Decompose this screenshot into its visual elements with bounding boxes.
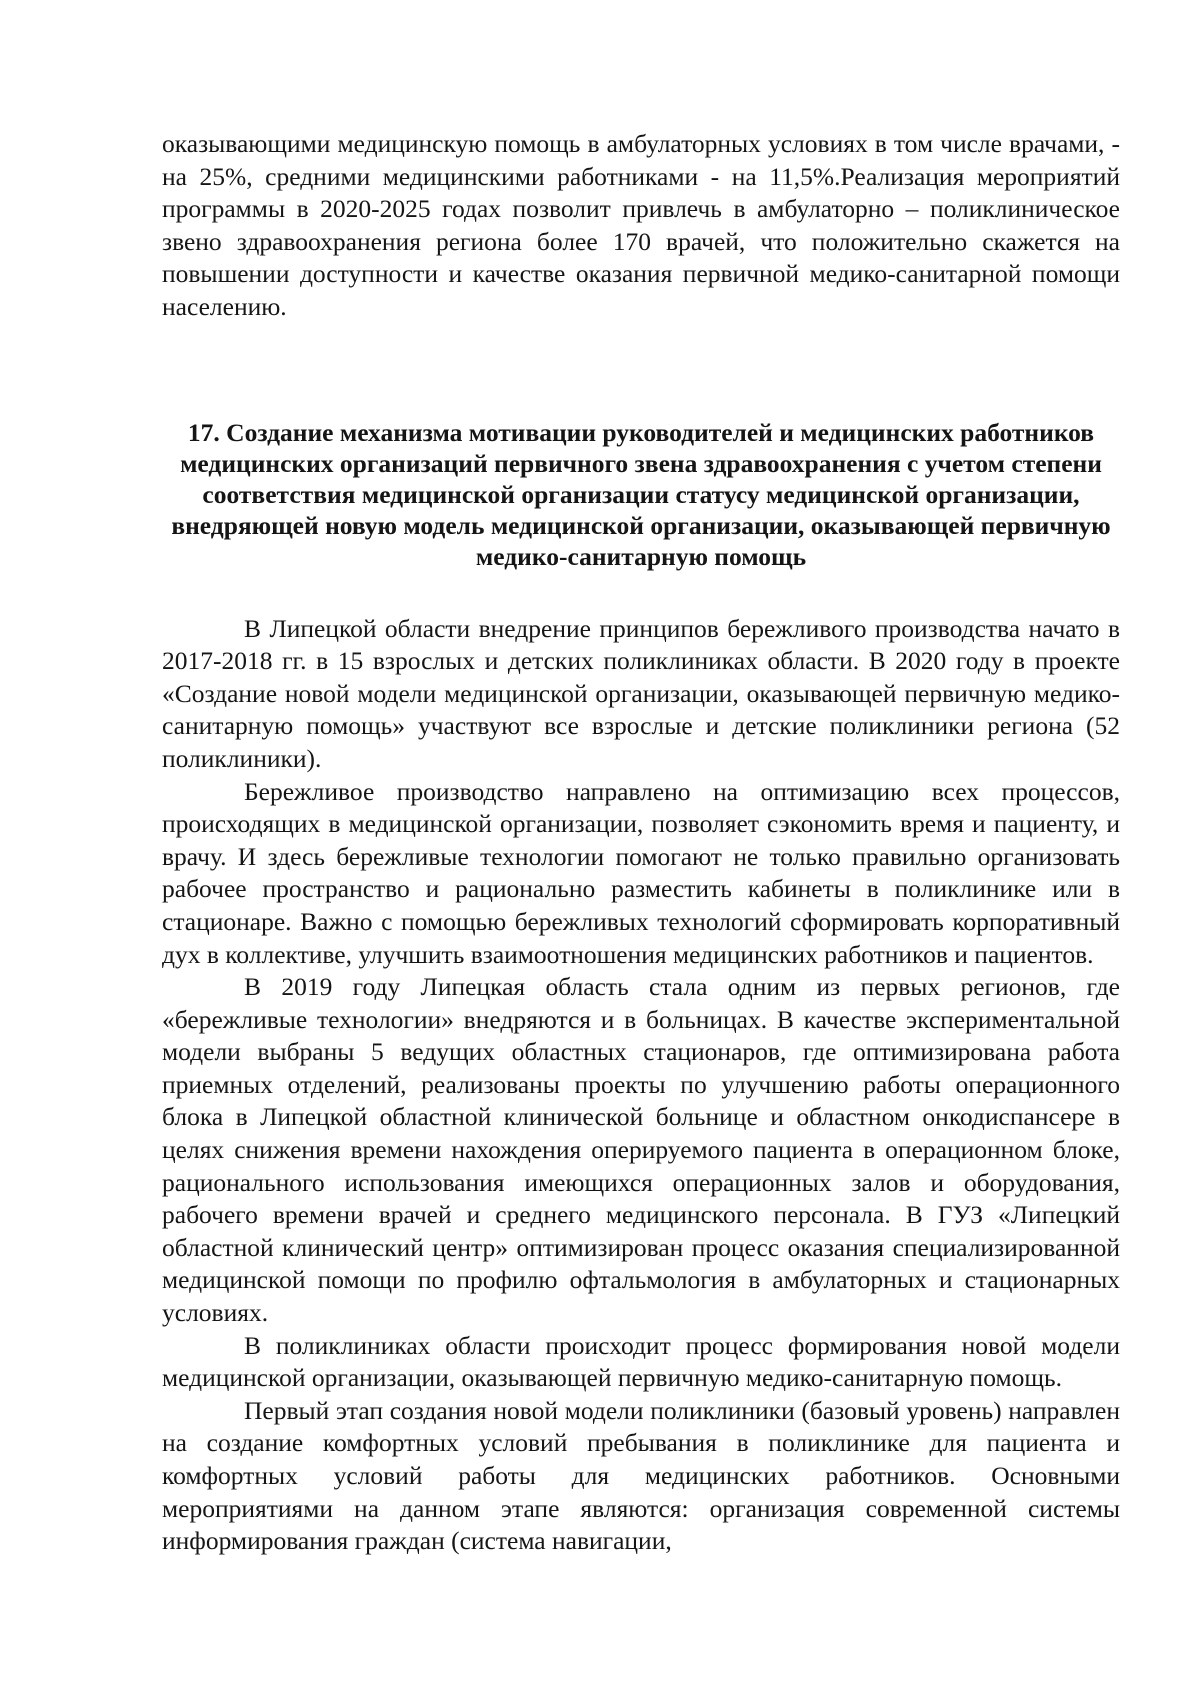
intro-paragraph: оказывающими медицинскую помощь в амбулаторных условиях в том числе врачами, - на 25%, средними медицинскими работниками - на 11,5%.Реализация мероприятий программы в 2020-2025 годах позволит привлечь в амбулаторно – поликлиническое звено здравоохранения региона более 170 врачей, что положительно скажется на повышении доступности и качестве оказания первичной медико-санитарной помощи населению.: [162, 129, 1120, 321]
paragraph-new-model-formation: В поликлиниках области происходит процесс формирования новой модели медицинской организации, оказывающей первичную медико-санитарную помощь.: [162, 1330, 1120, 1393]
paragraph-lean-production-start: В Липецкой области внедрение принципов бережливого производства начато в 2017-2018 гг. в 15 взрослых и детских поликлиниках области. В 2020 году в проекте «Создание новой модели медицинской организации, оказывающей первичную медико-санитарную помощь» участвуют все взрослые и детские поликлиники региона (52 поликлиники).: [162, 613, 1120, 773]
paragraph-hospitals-2019: В 2019 году Липецкая область стала одним из первых регионов, где «бережливые технологии» внедряются и в больницах. В качестве экспериментальной модели выбраны 5 ведущих областных стационаров, где оптимизирована работа приемных отделений, реализованы проекты по улучшению работы операционного блока в Липецкой областной клинической больнице и областном онкодиспансере в целях снижения времени нахождения оперируемого пациента в операционном блоке, рационального использования имеющихся операционных залов и оборудования, рабочего времени врачей и среднего медицинского персонала. В ГУЗ «Липецкий областной клинический центр» оптимизирован процесс оказания специализированной медицинской помощи по профилю офтальмология в амбулаторных и стационарных условиях.: [162, 972, 1120, 1328]
paragraph-lean-production-goals: Бережливое производство направлено на оптимизацию всех процессов, происходящих в медицинской организации, позволяет сэкономить время и пациенту, и врачу. И здесь бережливые технологии помогают не только правильно организовать рабочее пространство и рационально разместить кабинеты в поликлинике или в стационаре. Важно с помощью бережливых технологий сформировать корпоративный дух в коллективе, улучшить взаимоотношения медицинских работников и пациентов.: [162, 776, 1120, 969]
document-body: [162, 128, 1120, 1558]
paragraph-first-stage: Первый этап создания новой модели поликлиники (базовый уровень) направлен на создание комфортных условий пребывания в поликлинике для пациента и комфортных условий работы для медицинских работников. Основными мероприятиями на данном этапе являются: организация современной системы информирования граждан (система навигации,: [162, 1395, 1120, 1556]
section-heading: 17. Создание механизма мотивации руководителей и медицинских работников медицинских организаций первичного звена здравоохранения с учетом степени соответствия медицинской организации статусу медицинской организации, внедряющей новую модель медицинской организации, оказывающей первичную медико-санитарную помощь: [171, 417, 1111, 572]
